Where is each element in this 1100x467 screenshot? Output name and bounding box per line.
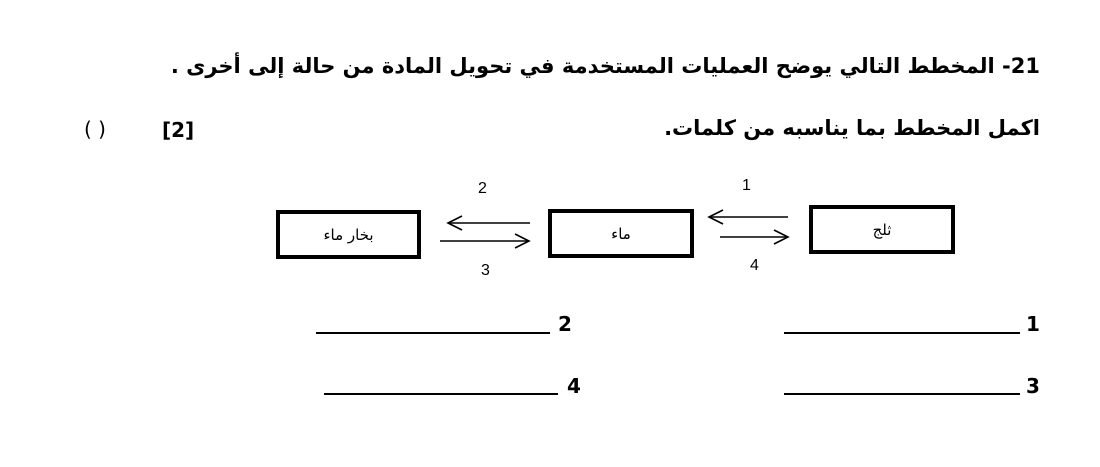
answer-number-2: 2 bbox=[558, 312, 572, 336]
arrow-3-right-icon bbox=[440, 234, 529, 248]
arrow-label-4: 4 bbox=[750, 257, 759, 274]
arrow-1-left-icon bbox=[709, 210, 788, 224]
answer-blank-2[interactable] bbox=[316, 332, 550, 334]
arrow-label-2: 2 bbox=[478, 180, 487, 197]
box-water-vapor-label: بخار ماء bbox=[323, 225, 374, 244]
arrow-label-3: 3 bbox=[481, 262, 490, 279]
question-text: 21- المخطط التالي يوضح العمليات المستخدمة في تحويل المادة من حالة إلى أخرى . bbox=[170, 54, 1040, 78]
answer-blank-4[interactable] bbox=[324, 393, 558, 395]
answer-blank-3[interactable] bbox=[784, 393, 1020, 395]
answer-number-3: 3 bbox=[1026, 374, 1040, 398]
answer-blank-1[interactable] bbox=[784, 332, 1020, 334]
marks-label: [2] bbox=[162, 118, 195, 142]
arrow-label-1: 1 bbox=[742, 177, 751, 194]
arrow-2-left-icon bbox=[448, 216, 530, 230]
score-parentheses: ( ) bbox=[84, 117, 106, 141]
answer-number-4: 4 bbox=[567, 374, 581, 398]
box-ice-label: ثلج bbox=[872, 220, 892, 239]
question-instruction: اكمل المخطط بما يناسبه من كلمات. bbox=[664, 116, 1040, 140]
box-water-label: ماء bbox=[611, 224, 631, 243]
answer-number-1: 1 bbox=[1026, 312, 1040, 336]
arrow-4-right-icon bbox=[720, 230, 788, 244]
